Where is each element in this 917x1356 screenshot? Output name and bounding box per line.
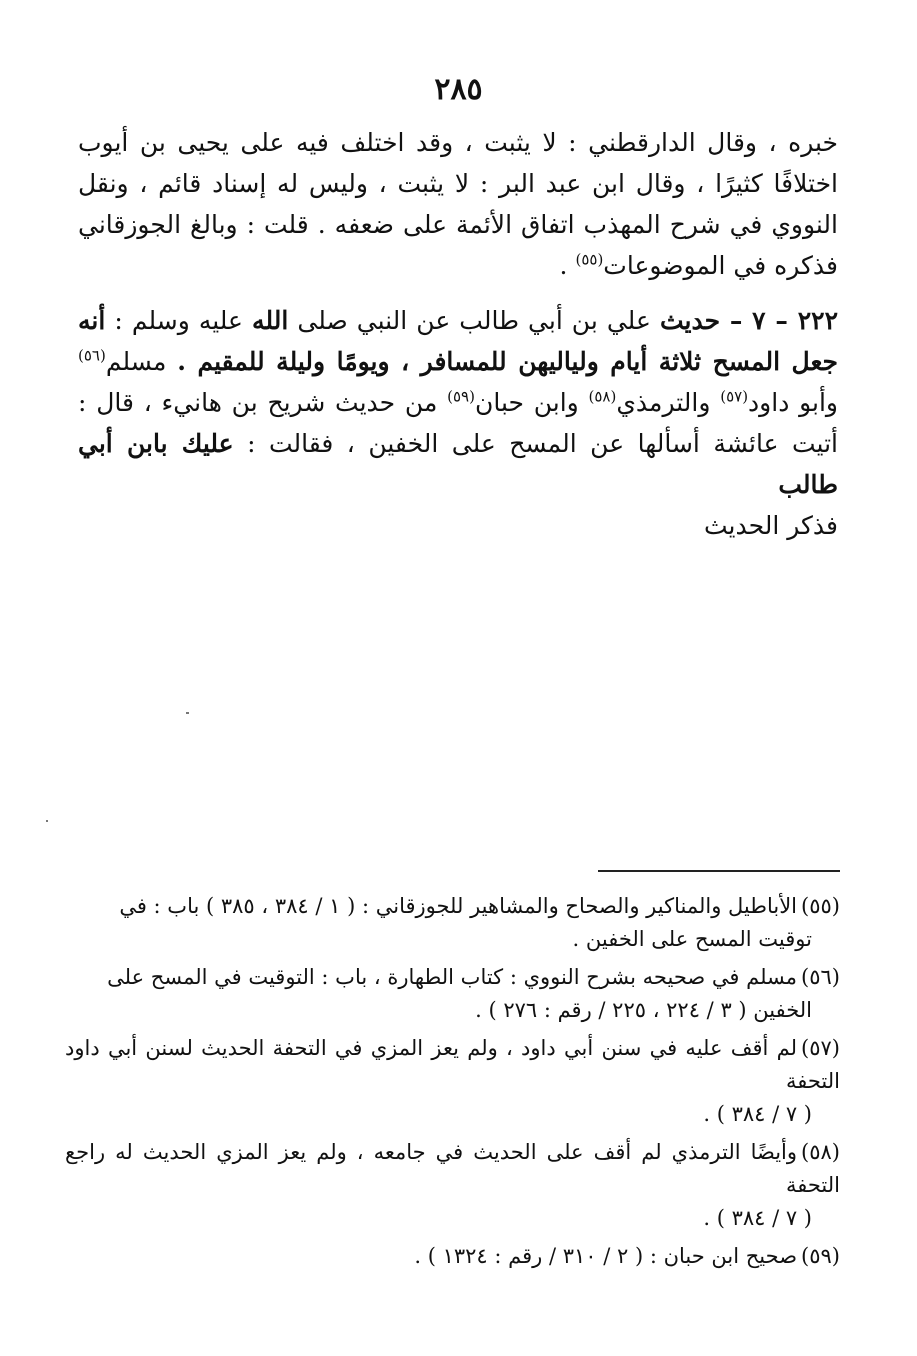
footnotes <box>65 890 840 1278</box>
footnote-continuation: ( ٧ / ٣٨٤ ) . <box>703 1102 812 1126</box>
paragraph-1-text: خبره ، وقال الدارقطني : لا يثبت ، وقد اختلف فيه على يحيى بن أيوب اختلافًا كثيرًا ، وقال ابن عبد البر : لا يثبت ، وليس له إسناد قائم ، ونقل النووي في شرح المهذب اتفاق الأئمة على ضعفه . قلت : وبالغ الجوزقاني فذكره في الموضوعات <box>78 128 838 280</box>
scan-speck <box>186 712 189 714</box>
hadith-intro: علي بن أبي طالب عن النبي صلى <box>297 306 651 335</box>
main-text <box>78 122 838 546</box>
paragraph-1 <box>78 122 838 286</box>
takhrij-chain: من حديث شريح بن هانيء ، قال : أتيت عائشة أسألها عن المسح على الخفين ، فقالت : <box>78 388 838 458</box>
takhrij-abu-dawud: وأبو داود <box>748 388 838 417</box>
footnote-text: الأباطيل والمناكير والصحاح والمشاهير للجوزقاني : ( ١ / ٣٨٤ ، ٣٨٥ ) باب : في <box>119 894 798 918</box>
footnote-text: صحيح ابن حبان : ( ٢ / ٣١٠ / رقم : ١٣٢٤ ) . <box>414 1244 798 1268</box>
footnote-continuation: توقيت المسح على الخفين . <box>572 927 812 951</box>
takhrij-muslim: مسلم <box>105 347 167 376</box>
footnote-58 <box>65 1136 840 1235</box>
footnote-ref-56: (٥٦) <box>78 346 106 365</box>
footnote-number: (٥٥) <box>801 894 840 918</box>
hadith-number: ٢٢٢ – ٧ – حديث <box>659 306 839 335</box>
footnote-text: وأيضًا الترمذي لم أقف على الحديث في جامعه ، ولم يعز المزي الحديث له راجع التحفة <box>65 1140 840 1197</box>
footnote-ref-58: (٥٨) <box>588 387 617 406</box>
footnote-ref-55: (٥٥) <box>575 250 604 269</box>
footnote-number: (٥٩) <box>801 1244 840 1268</box>
footnote-text: لم أقف عليه في سنن أبي داود ، ولم يعز المزي في التحفة الحديث لسنن أبي داود التحفة <box>65 1036 840 1093</box>
closing-text: فذكر الحديث <box>703 511 838 540</box>
takhrij-tirmidhi: والترمذي <box>616 388 711 417</box>
footnote-59 <box>65 1240 840 1273</box>
footnote-text: مسلم في صحيحه بشرح النووي : كتاب الطهارة ، باب : التوقيت في المسح على <box>107 965 798 989</box>
footnote-separator <box>598 870 840 872</box>
takhrij-ibn-hibban: وابن حبان <box>474 388 579 417</box>
footnote-continuation: ( ٧ / ٣٨٤ ) . <box>703 1206 812 1230</box>
hadith-matn: أنه جعل المسح ثلاثة أيام ولياليهن للمسافر ، ويومًا وليلة للمقيم . <box>78 306 838 376</box>
hadith-paragraph <box>78 300 838 546</box>
aisha-quote: عليك بابن أبي طالب <box>78 429 838 499</box>
footnote-ref-59: (٥٩) <box>447 387 475 406</box>
hadith-intro-2: عليه وسلم : <box>114 306 243 335</box>
footnote-number: (٥٧) <box>801 1036 840 1060</box>
footnote-number: (٥٦) <box>801 965 840 989</box>
footnote-56 <box>65 961 840 1027</box>
allah-word: الله <box>252 306 289 335</box>
footnote-55 <box>65 890 840 956</box>
paragraph-1-end: . <box>559 251 568 280</box>
footnote-continuation: الخفين ( ٣ / ٢٢٤ ، ٢٢٥ / رقم : ٢٧٦ ) . <box>475 998 812 1022</box>
footnote-ref-57: (٥٧) <box>720 387 749 406</box>
page-number: ٢٨٥ <box>434 72 483 107</box>
footnote-number: (٥٨) <box>801 1140 840 1164</box>
scan-speck <box>46 820 48 822</box>
footnote-57 <box>65 1032 840 1131</box>
